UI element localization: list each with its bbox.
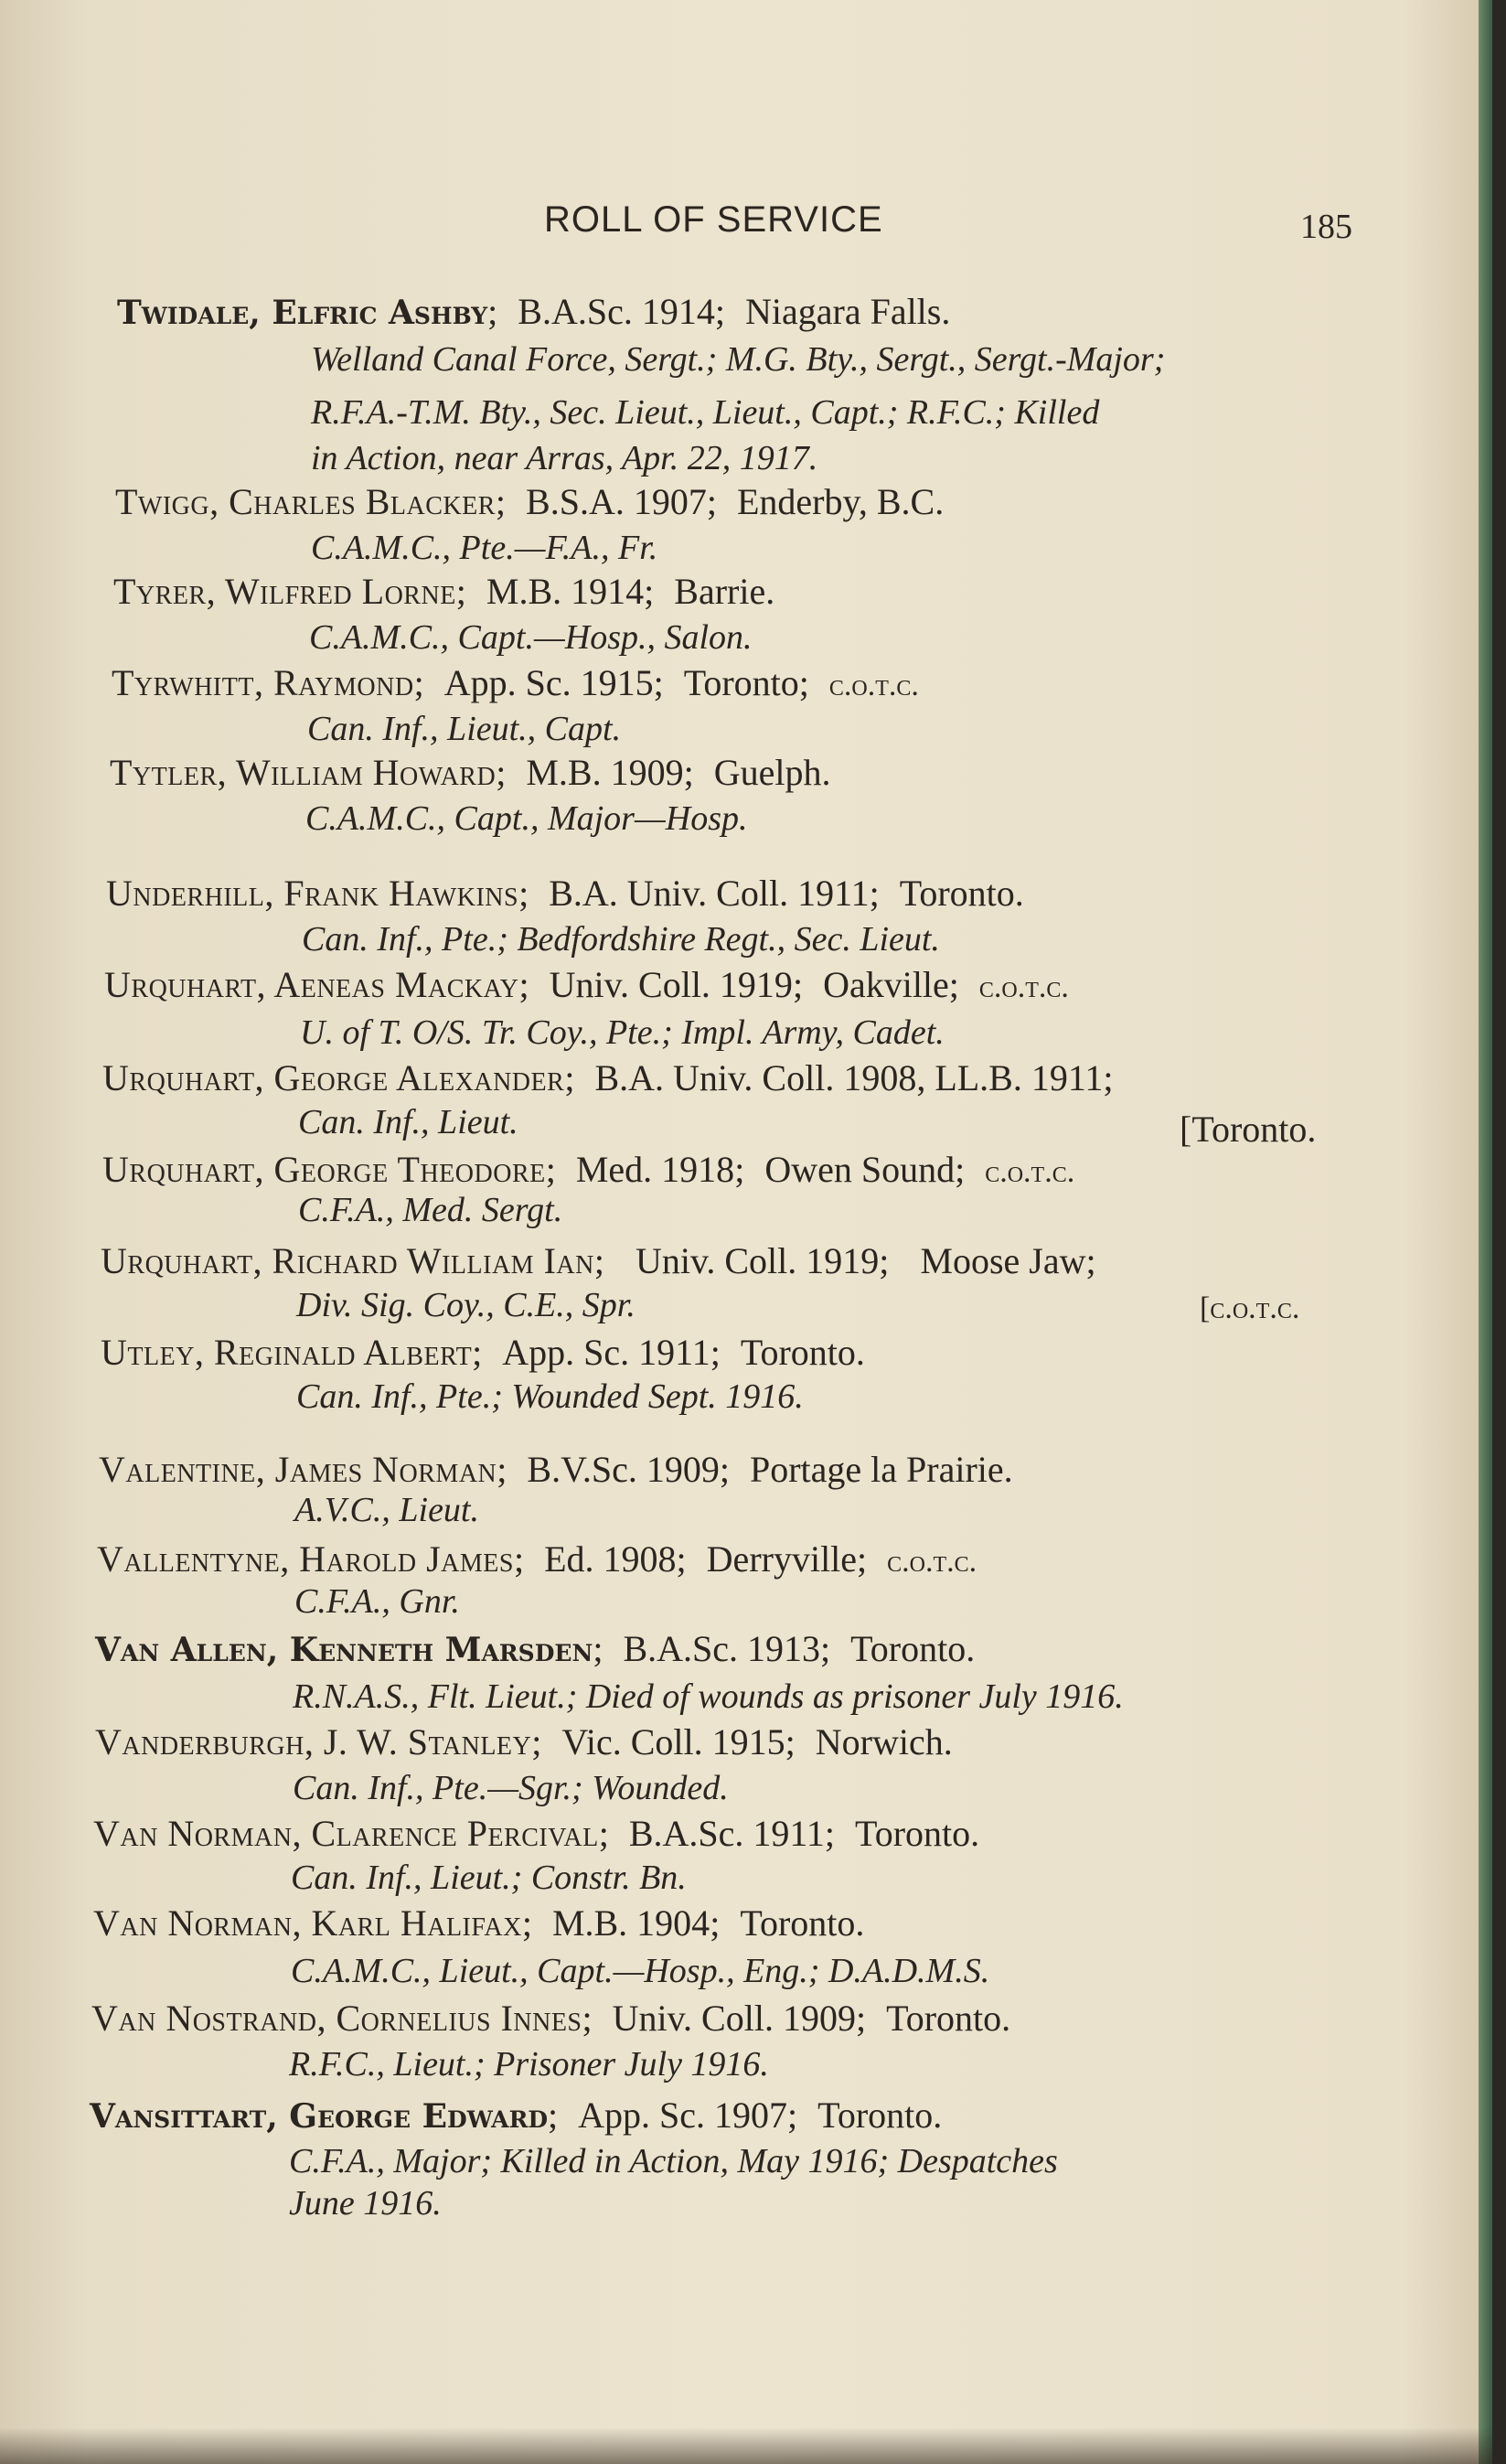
page-number: 185 bbox=[1300, 208, 1352, 246]
entry-name: Underhill, Frank Hawkins bbox=[106, 873, 519, 914]
entry-name: Tyrwhitt, Raymond bbox=[112, 662, 414, 703]
entry-degree: App. Sc. 1907 bbox=[578, 2094, 788, 2136]
entry-name: Twidale, Elfric Ashby bbox=[117, 294, 488, 332]
entry-degree: Vic. Coll. 1915 bbox=[561, 1721, 785, 1762]
entry-place: Oakville; bbox=[823, 964, 959, 1005]
entry-continuation: [c.o.t.c. bbox=[1200, 1291, 1300, 1325]
entry-heading-line: Urquhart, Richard William Ian; Univ. Coll. 1919; Moose Jaw; bbox=[101, 1240, 1096, 1281]
entry-service: C.F.A., Gnr. bbox=[294, 1582, 460, 1621]
entry-service: C.A.M.C., Capt.—Hosp., Salon. bbox=[309, 618, 753, 657]
entry-place: Owen Sound; bbox=[764, 1149, 966, 1190]
entry-degree: B.A.Sc. 1914 bbox=[518, 291, 715, 332]
entry-heading-line: Urquhart, George Alexander; B.A. Univ. Coll. 1908, LL.B. 1911; bbox=[102, 1057, 1114, 1098]
entry-heading-line: Urquhart, George Theodore; Med. 1918; Owen Sound; c.o.t.c. bbox=[102, 1149, 1075, 1190]
entry-service: U. of T. O/S. Tr. Coy., Pte.; Impl. Army, Cadet. bbox=[300, 1013, 945, 1052]
entry-degree: Med. 1918 bbox=[575, 1149, 735, 1190]
entry-degree: M.B. 1904 bbox=[551, 1902, 710, 1944]
entry-service: C.A.M.C., Pte.—F.A., Fr. bbox=[311, 529, 658, 567]
entry-name: Vallentyne, Harold James bbox=[97, 1538, 514, 1580]
entry-service: Can. Inf., Pte.; Bedfordshire Regt., Sec. Lieut. bbox=[302, 920, 940, 959]
entry-place: Toronto. bbox=[855, 1813, 980, 1854]
entry-name: Twigg, Charles Blacker bbox=[115, 481, 496, 522]
entry-service: C.F.A., Major; Killed in Action, May 1916; Despatches bbox=[289, 2142, 1058, 2180]
entry-name: Urquhart, Richard William Ian bbox=[101, 1240, 594, 1281]
entry-place: Barrie. bbox=[674, 571, 775, 612]
page-bottom-shadow bbox=[0, 2427, 1492, 2464]
entry-degree: Ed. 1908 bbox=[544, 1538, 677, 1580]
entry-degree: Univ. Coll. 1909 bbox=[612, 1998, 856, 2039]
cotc-note: c.o.t.c. bbox=[978, 970, 1069, 1004]
entry-place: Toronto. bbox=[886, 1998, 1011, 2039]
entry-place: Toronto. bbox=[817, 2094, 943, 2136]
entry-service: C.A.M.C., Capt., Major—Hosp. bbox=[305, 799, 748, 838]
entry-name: Van Nostrand, Cornelius Innes bbox=[91, 1998, 582, 2039]
entry-heading-line: Utley, Reginald Albert; App. Sc. 1911; Toronto. bbox=[101, 1332, 865, 1373]
entry-name: Tyrer, Wilfred Lorne bbox=[113, 571, 456, 612]
entry-place: Moose Jaw; bbox=[920, 1240, 1096, 1281]
entry-place: Enderby, B.C. bbox=[736, 481, 945, 522]
entry-service: C.A.M.C., Lieut., Capt.—Hosp., Eng.; D.A.D.M.S. bbox=[291, 1952, 990, 1990]
entry-degree: Univ. Coll. 1919 bbox=[549, 964, 793, 1005]
cotc-note: c.o.t.c. bbox=[828, 669, 919, 702]
entry-place: Guelph. bbox=[713, 752, 831, 793]
entry-heading-line: Tytler, William Howard; M.B. 1909; Guelph. bbox=[110, 752, 831, 793]
entry-place: Norwich. bbox=[815, 1721, 953, 1762]
entry-place: Portage la Prairie. bbox=[749, 1449, 1013, 1490]
entry-heading-line: Vansittart, George Edward; App. Sc. 1907; Toronto. bbox=[90, 2094, 943, 2136]
entry-degree: M.B. 1909 bbox=[526, 752, 684, 793]
entry-name: Valentine, James Norman bbox=[99, 1449, 497, 1490]
running-head: ROLL OF SERVICE bbox=[544, 199, 883, 240]
entry-name: Urquhart, Aeneas Mackay bbox=[104, 964, 519, 1005]
entry-place: Toronto. bbox=[899, 873, 1024, 914]
entry-service: Div. Sig. Coy., C.E., Spr. bbox=[296, 1286, 636, 1324]
entry-name: Van Allen, Kenneth Marsden bbox=[95, 1631, 593, 1669]
entry-service: A.V.C., Lieut. bbox=[294, 1491, 479, 1529]
entry-degree: B.V.Sc. 1909 bbox=[527, 1449, 720, 1490]
entry-name: Utley, Reginald Albert bbox=[101, 1332, 473, 1373]
entry-place: Niagara Falls. bbox=[744, 291, 951, 332]
entry-heading-line: Valentine, James Norman; B.V.Sc. 1909; Portage la Prairie. bbox=[99, 1449, 1013, 1490]
entry-degree: B.A. Univ. Coll. 1908, LL.B. 1911; bbox=[594, 1057, 1114, 1098]
entry-heading-line: Van Allen, Kenneth Marsden; B.A.Sc. 1913; Toronto. bbox=[95, 1628, 976, 1669]
entry-name: Urquhart, George Theodore bbox=[102, 1149, 546, 1190]
entry-degree: App. Sc. 1911 bbox=[502, 1332, 710, 1373]
cotc-note: c.o.t.c. bbox=[887, 1545, 977, 1579]
entry-place: Toronto. bbox=[850, 1628, 976, 1669]
entry-heading-line: Underhill, Frank Hawkins; B.A. Univ. Coll. 1911; Toronto. bbox=[106, 873, 1024, 914]
entry-place: Derryville; bbox=[706, 1538, 868, 1580]
entry-degree: B.S.A. 1907 bbox=[526, 481, 707, 522]
entry-heading-line: Van Norman, Clarence Percival; B.A.Sc. 1911; Toronto. bbox=[93, 1813, 980, 1854]
entry-service: June 1916. bbox=[289, 2184, 442, 2223]
entry-place: Toronto; bbox=[683, 662, 809, 703]
entry-heading-line: Twigg, Charles Blacker; B.S.A. 1907; Enderby, B.C. bbox=[115, 481, 945, 522]
entry-degree: M.B. 1914 bbox=[486, 571, 645, 612]
entry-heading-line: Vallentyne, Harold James; Ed. 1908; Derryville; c.o.t.c. bbox=[97, 1538, 977, 1580]
entry-service: Welland Canal Force, Sergt.; M.G. Bty., Sergt., Sergt.-Major; bbox=[311, 340, 1166, 379]
cotc-note: c.o.t.c. bbox=[985, 1155, 1075, 1189]
entry-heading-line: Urquhart, Aeneas Mackay; Univ. Coll. 1919; Oakville; c.o.t.c. bbox=[104, 964, 1069, 1005]
entry-heading-line: Van Nostrand, Cornelius Innes; Univ. Coll. 1909; Toronto. bbox=[91, 1998, 1011, 2039]
entry-heading-line: Twidale, Elfric Ashby; B.A.Sc. 1914; Niagara Falls. bbox=[117, 291, 951, 332]
entry-degree: Univ. Coll. 1919 bbox=[635, 1240, 880, 1281]
entry-service: Can. Inf., Pte.—Sgr.; Wounded. bbox=[293, 1769, 729, 1807]
entry-degree: B.A. Univ. Coll. 1911 bbox=[549, 873, 870, 914]
entry-name: Vanderburgh, J. W. Stanley bbox=[95, 1721, 532, 1762]
entry-name: Van Norman, Karl Halifax bbox=[93, 1902, 522, 1944]
entry-name: Urquhart, George Alexander bbox=[102, 1057, 565, 1098]
entry-service: C.F.A., Med. Sergt. bbox=[298, 1191, 563, 1229]
entry-service: Can. Inf., Lieut.; Constr. Bn. bbox=[291, 1859, 687, 1897]
entry-service: R.F.C., Lieut.; Prisoner July 1916. bbox=[289, 2045, 769, 2084]
entry-service: R.N.A.S., Flt. Lieut.; Died of wounds as prisoner July 1916. bbox=[293, 1677, 1124, 1716]
entry-heading-line: Tyrwhitt, Raymond; App. Sc. 1915; Toronto; c.o.t.c. bbox=[112, 662, 919, 703]
entry-place: Toronto. bbox=[740, 1902, 865, 1944]
entry-service: R.F.A.-T.M. Bty., Sec. Lieut., Lieut., Capt.; R.F.C.; Killed bbox=[311, 393, 1100, 432]
page-edge bbox=[1479, 0, 1492, 2464]
entry-service: Can. Inf., Lieut., Capt. bbox=[307, 710, 622, 748]
entry-continuation: [Toronto. bbox=[1180, 1109, 1317, 1150]
entry-heading-line: Tyrer, Wilfred Lorne; M.B. 1914; Barrie. bbox=[113, 571, 775, 612]
entry-service: in Action, near Arras, Apr. 22, 1917. bbox=[311, 439, 818, 477]
entry-service: Can. Inf., Pte.; Wounded Sept. 1916. bbox=[296, 1377, 804, 1416]
entry-heading-line: Van Norman, Karl Halifax; M.B. 1904; Toronto. bbox=[93, 1902, 865, 1944]
entry-heading-line: Vanderburgh, J. W. Stanley; Vic. Coll. 1915; Norwich. bbox=[95, 1721, 953, 1762]
entry-name: Tytler, William Howard bbox=[110, 752, 497, 793]
entry-degree: App. Sc. 1915 bbox=[443, 662, 654, 703]
entry-place: Toronto. bbox=[740, 1332, 865, 1373]
entry-degree: B.A.Sc. 1913 bbox=[623, 1628, 821, 1669]
entry-degree: B.A.Sc. 1911 bbox=[628, 1813, 825, 1854]
entry-service: Can. Inf., Lieut. bbox=[298, 1103, 518, 1141]
entry-name: Vansittart, George Edward bbox=[90, 2097, 549, 2136]
entry-name: Van Norman, Clarence Percival bbox=[93, 1813, 599, 1854]
